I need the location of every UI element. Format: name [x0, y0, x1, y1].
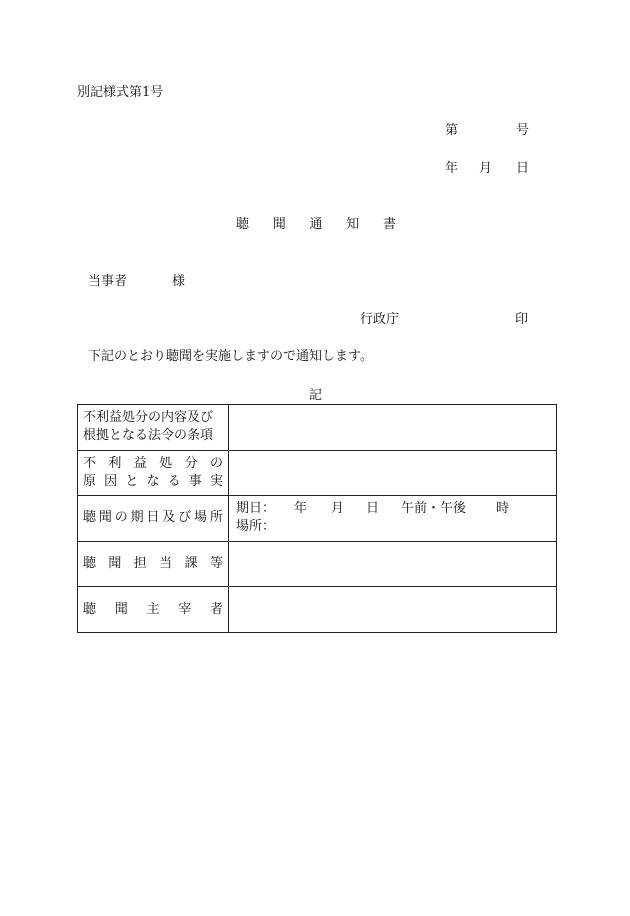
- hour-label: 時: [496, 501, 510, 517]
- label-char: 宰: [178, 601, 192, 617]
- label-char: 所: [209, 510, 223, 526]
- label-char: の: [114, 510, 128, 526]
- label-char: 利: [108, 455, 122, 471]
- date-year-label: 年: [445, 161, 459, 176]
- title-char: 通: [309, 217, 323, 232]
- table-row: [78, 541, 557, 587]
- label-char: 期: [130, 510, 144, 526]
- am-pm-label: 午前・午後: [401, 501, 467, 517]
- row-value-disposition[interactable]: [229, 405, 557, 451]
- title-char: 書: [382, 217, 396, 232]
- document-number-prefix: 第: [445, 123, 459, 138]
- table-row: [78, 587, 557, 633]
- label-char: 等: [209, 556, 223, 572]
- label-char: 当: [159, 556, 173, 572]
- label-line: 不利益処分の内容及び: [83, 410, 214, 426]
- label-char: 処: [159, 455, 173, 471]
- label-char: び: [178, 510, 192, 526]
- label-char: 聴: [83, 556, 97, 572]
- seal-mark: 印: [515, 312, 529, 327]
- label-char: 実: [209, 473, 223, 489]
- label-char: 分: [184, 455, 198, 471]
- label-char: と: [125, 473, 139, 489]
- label-char: 益: [133, 455, 147, 471]
- row-label-hearing-date-place: [78, 496, 229, 542]
- label-char: 聴: [83, 601, 97, 617]
- label-char: 日: [146, 510, 160, 526]
- row-label-responsible-section: [78, 541, 229, 587]
- date-month-label: 月: [479, 161, 493, 176]
- label-char: 不: [83, 455, 97, 471]
- label-char: 聞: [114, 601, 128, 617]
- row-value-presiding-officer[interactable]: [229, 587, 557, 633]
- label-char: 聞: [98, 510, 112, 526]
- label-char: 主: [146, 601, 160, 617]
- label-char: 因: [104, 473, 118, 489]
- table-row: [78, 496, 557, 542]
- row-label-cause: [78, 450, 229, 496]
- addressee-honorific: 様: [172, 274, 186, 289]
- form-number: 別記様式第1号: [77, 85, 164, 100]
- row-label-presiding-officer: [78, 587, 229, 633]
- row-value-responsible-section[interactable]: [229, 541, 557, 587]
- label-char: の: [209, 455, 223, 471]
- label-char: 場: [194, 510, 208, 526]
- title-char: 知: [346, 217, 360, 232]
- intro-text: 下記のとおり聴聞を実施しますので通知します。: [88, 349, 373, 364]
- place-field-label: 場所：: [236, 519, 276, 535]
- table-row: [78, 405, 557, 451]
- ki-heading: 記: [309, 388, 323, 403]
- day-label: 日: [366, 501, 380, 517]
- row-value-cause[interactable]: [229, 450, 557, 496]
- label-char: 課: [184, 556, 198, 572]
- label-line: [83, 509, 223, 527]
- label-line: [83, 455, 223, 473]
- issuing-agency: 行政庁: [360, 312, 400, 327]
- title-char: 聴: [236, 217, 250, 232]
- title-char: 聞: [272, 217, 286, 232]
- label-char: 者: [209, 601, 223, 617]
- label-char: 聞: [108, 556, 122, 572]
- label-char: 事: [188, 473, 202, 489]
- date-day-label: 日: [516, 161, 530, 176]
- notice-table: [77, 404, 557, 633]
- label-line: 根拠となる法令の条項: [83, 428, 214, 444]
- month-label: 月: [331, 501, 345, 517]
- addressee-label: 当事者: [88, 274, 128, 289]
- label-char: 及: [162, 510, 176, 526]
- hearing-date-line: [236, 500, 549, 518]
- label-char: 担: [133, 556, 147, 572]
- year-label: 年: [294, 501, 308, 517]
- label-line: [83, 601, 223, 619]
- label-char: 聴: [83, 510, 97, 526]
- document-number-suffix: 号: [516, 123, 530, 138]
- label-char: な: [146, 473, 160, 489]
- row-value-hearing-date-place[interactable]: [229, 496, 557, 542]
- table-row: [78, 450, 557, 496]
- label-char: る: [167, 473, 181, 489]
- label-line: [83, 473, 223, 491]
- document-title: [236, 218, 396, 231]
- label-char: 原: [83, 473, 97, 489]
- row-label-disposition: [78, 405, 229, 451]
- label-line: [83, 555, 223, 573]
- date-field-label: 期日：: [236, 501, 276, 517]
